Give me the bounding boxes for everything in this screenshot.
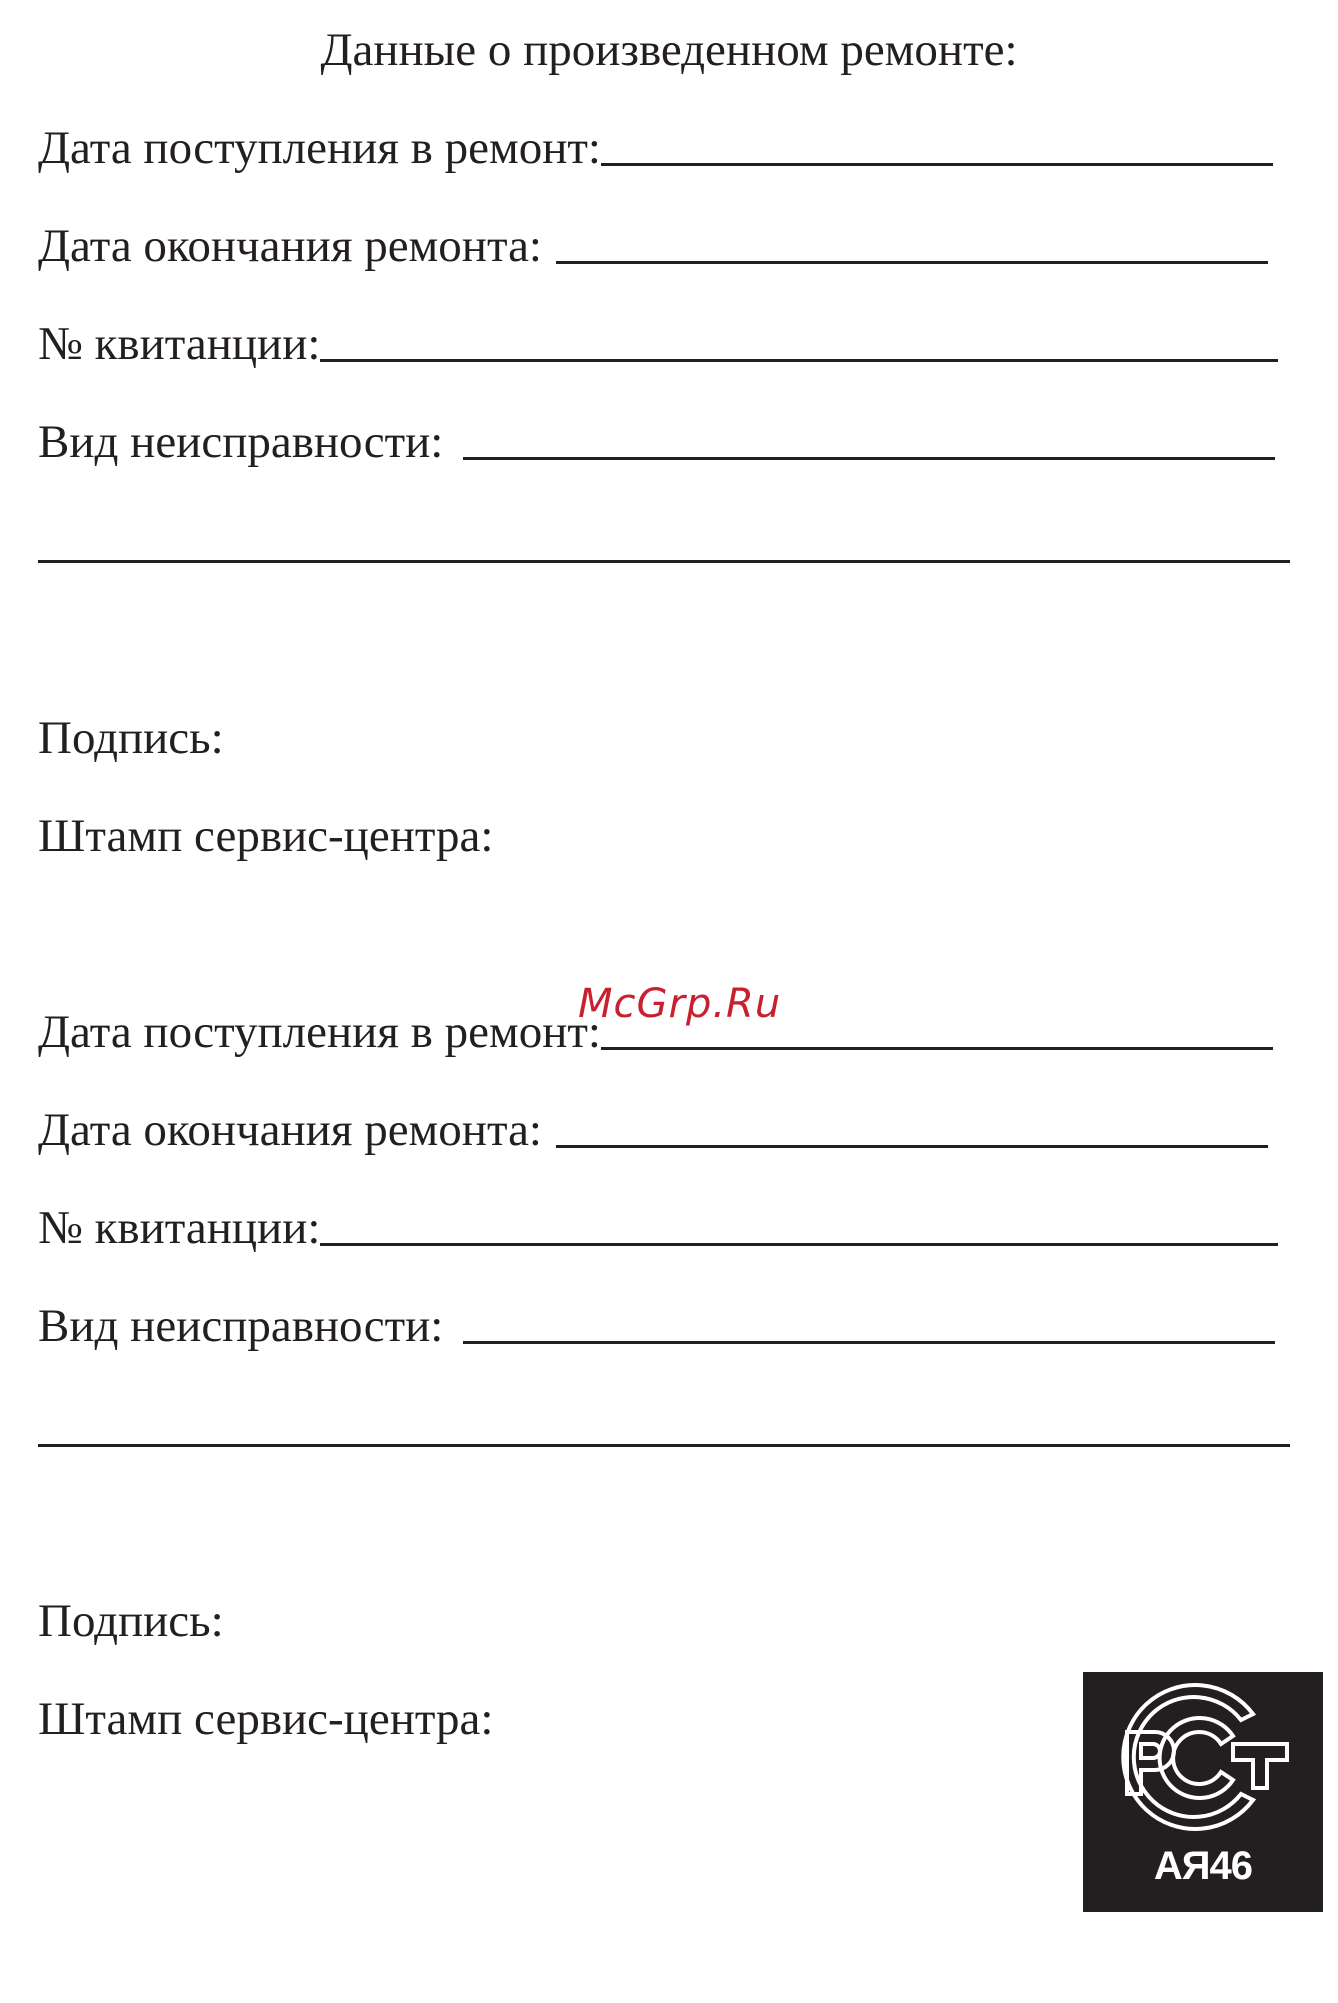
- signature-label: Подпись:: [38, 712, 224, 764]
- finished-date-row: [38, 1102, 1268, 1158]
- received-date-label: Дата поступления в ремонт:: [38, 1006, 601, 1058]
- receipt-number-label: № квитанции:: [38, 1202, 321, 1254]
- fault-type-label: Вид неисправности:: [38, 416, 444, 468]
- receipt-number-row: [38, 316, 1278, 372]
- received-date-label: Дата поступления в ремонт:: [38, 122, 601, 174]
- pct-certification-logo: [1083, 1672, 1323, 1912]
- received-date-field[interactable]: [601, 163, 1273, 166]
- finished-date-field[interactable]: [556, 1145, 1268, 1148]
- received-date-row: [38, 120, 1273, 176]
- watermark-text: McGrp.Ru: [578, 981, 782, 1027]
- finished-date-row: [38, 218, 1268, 274]
- fault-type-extra-line[interactable]: [38, 1444, 1290, 1447]
- pct-mark-icon: [1083, 1672, 1323, 1842]
- receipt-number-label: № квитанции:: [38, 318, 321, 370]
- form-title: Данные о произведенном ремонте:: [320, 24, 1018, 76]
- fault-type-row: [38, 1298, 1275, 1354]
- fault-type-field[interactable]: [463, 457, 1275, 460]
- finished-date-label: Дата окончания ремонта:: [38, 220, 542, 272]
- finished-date-label: Дата окончания ремонта:: [38, 1104, 542, 1156]
- received-date-field[interactable]: [601, 1047, 1273, 1050]
- signature-label: Подпись:: [38, 1595, 224, 1647]
- finished-date-field[interactable]: [556, 261, 1268, 264]
- fault-type-field[interactable]: [463, 1341, 1275, 1344]
- fault-type-row: [38, 414, 1275, 470]
- fault-type-extra-line[interactable]: [38, 560, 1290, 563]
- stamp-label: Штамп сервис-центра:: [38, 810, 494, 862]
- certification-code: АЯ46: [1153, 1844, 1253, 1888]
- receipt-number-row: [38, 1200, 1278, 1256]
- receipt-number-field[interactable]: [320, 359, 1278, 362]
- fault-type-label: Вид неисправности:: [38, 1300, 444, 1352]
- stamp-label: Штамп сервис-центра:: [38, 1693, 494, 1745]
- receipt-number-field[interactable]: [320, 1243, 1278, 1246]
